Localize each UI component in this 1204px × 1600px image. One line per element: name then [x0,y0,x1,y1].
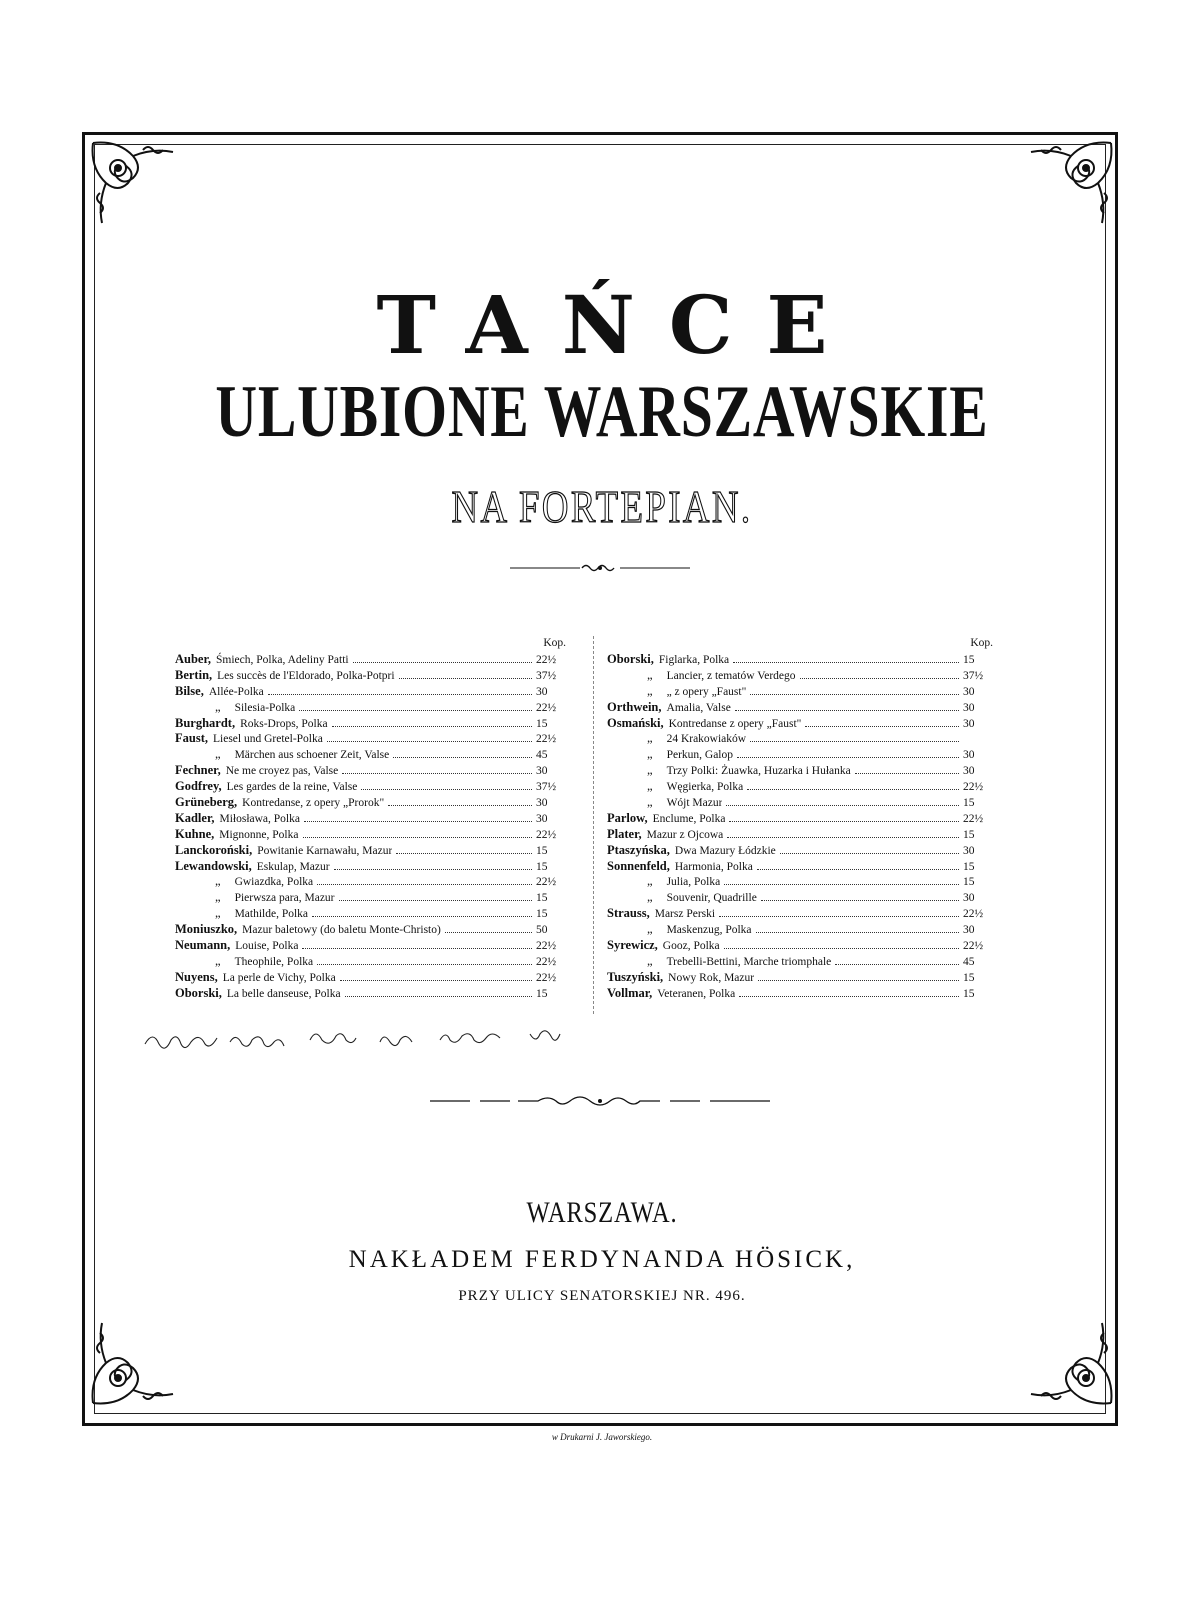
entry-composer: Ptaszyńska, [607,842,670,857]
entry-title: Harmonia, Polka [674,860,753,873]
catalog-entry [607,986,997,1002]
leader-dots [805,726,959,727]
leader-dots [340,980,532,981]
entry-title: Roks-Drops, Polka [240,717,328,730]
entry-composer: „ [647,953,653,968]
leader-dots [445,932,532,933]
leader-dots [780,853,959,854]
entry-composer: „ [647,763,653,778]
entry-title: Wójt Mazur [666,797,723,810]
entry-composer: „ [647,731,653,746]
leader-dots [302,948,532,949]
entry-price: 30 [963,685,975,698]
entry-composer: Parlow, [607,810,648,825]
entry-price: 22½ [536,876,557,889]
catalog-entry [175,811,570,827]
entry-text [175,700,295,717]
leader-dots [747,789,959,790]
entry-title: Theophile, Polka [234,955,314,968]
entry-title: Amalia, Valse [666,701,731,714]
entry-price: 30 [963,749,975,762]
entry-composer: Osmański, [607,715,664,730]
entry-composer: Strauss, [607,906,650,921]
entry-title: Mazur z Ojcowa [646,828,724,841]
corner-ornament-icon [88,138,178,228]
entry-title: Trzy Polki: Żuawka, Huzarka i Hułanka [666,765,851,778]
entry-price: 15 [963,876,975,889]
leader-dots [303,837,533,838]
leader-dots [334,869,532,870]
entry-composer: „ [215,874,221,889]
leader-dots [729,821,959,822]
entry-text [175,779,357,796]
leader-dots [268,694,532,695]
leader-dots [399,678,532,679]
catalog-entry [175,827,570,843]
entry-text [175,747,389,764]
leader-dots [733,662,959,663]
catalog-entry [175,684,570,700]
entry-price: 15 [963,828,975,841]
entry-composer: „ [647,890,653,905]
entry-text [175,811,300,828]
entry-composer: „ [215,747,221,762]
entry-text [175,731,323,748]
leader-dots [342,773,532,774]
catalog-entry [607,684,997,700]
catalog-entry [175,986,570,1002]
catalog-entry [607,922,997,938]
entry-text [607,890,757,907]
entry-price: 15 [963,971,975,984]
entry-title: Kontredanse z opery „Faust" [668,717,802,730]
catalog-entry [175,700,570,716]
entry-title: Ne me croyez pas, Valse [225,765,339,778]
entry-text [607,811,725,828]
entry-composer: Neumann, [175,938,231,953]
leader-dots [724,948,959,949]
entry-composer: „ [647,779,653,794]
catalog-entry [175,747,570,763]
entry-composer: Auber, [175,652,212,666]
entry-composer: Kuhne, [175,826,215,841]
leader-dots [761,900,959,901]
catalog-entry [175,652,570,668]
entry-price: 30 [536,812,548,825]
leader-dots [800,678,959,679]
entry-composer: Tuszyński, [607,969,664,984]
imprint-publisher: NAKŁADEM FERDYNANDA HÖSICK, [348,1246,856,1273]
entry-composer: Grüneberg, [175,795,238,810]
entry-title: Eskulap, Mazur [256,860,330,873]
entry-title: Lancier, z tematów Verdego [666,669,796,682]
handwritten-note [140,1024,590,1054]
entry-title: Liesel und Gretel-Polka [213,733,323,746]
entry-price: 15 [536,987,548,1000]
entry-price: 22½ [536,733,557,746]
entry-text [607,652,729,669]
catalog-entry [175,716,570,732]
catalog-entry [607,747,997,763]
entry-price: 30 [963,717,975,730]
leader-dots [724,884,959,885]
entry-price: 15 [963,860,975,873]
entry-text [175,874,313,891]
catalog-entry [607,795,997,811]
entry-text [607,779,743,796]
catalog-left-column [175,636,570,1002]
entry-text [607,906,715,923]
entry-title: Mazur baletowy (do baletu Monte-Christo) [242,924,441,937]
entry-title: 24 Krakowiaków [666,733,747,746]
catalog-entry [607,700,997,716]
entry-composer: Bilse, [175,683,204,698]
corner-ornament-icon [1026,1318,1116,1408]
catalog-entry [175,859,570,875]
entry-text [607,970,754,987]
entry-text [607,922,752,939]
printer-credit: w Drukarni J. Jaworskiego. [551,1432,653,1442]
entry-price: 15 [536,908,548,921]
instrument-line: NA FORTEPIAN. [451,481,753,532]
catalog-entry [175,874,570,890]
leader-dots [758,980,959,981]
entry-text [607,668,796,685]
entry-text [175,970,336,987]
entry-composer: Plater, [607,826,642,841]
entry-price: 30 [536,765,548,778]
leader-dots [855,773,959,774]
entry-composer: „ [647,922,653,937]
entry-composer: Lewandowski, [175,858,252,873]
catalog-entry [607,890,997,906]
catalog-entry [175,795,570,811]
column-separator [593,636,595,1014]
entry-composer: „ [647,747,653,762]
entry-composer: Nuyens, [175,969,218,984]
entry-text [607,859,753,876]
entry-title: La belle danseuse, Polka [226,987,341,1000]
entry-title: Powitanie Karnawału, Mazur [257,844,393,857]
catalog-entry [607,779,997,795]
entry-text [607,938,720,955]
entry-text [607,843,776,860]
catalog-entry [607,652,997,668]
catalog-entry [175,922,570,938]
entry-title: Śmiech, Polka, Adeliny Patti [216,654,349,666]
entry-price: 22½ [963,908,984,921]
leader-dots [739,996,959,997]
entry-composer: „ [647,795,653,810]
catalog-entry [607,811,997,827]
entry-text [175,652,349,669]
catalog-entry [607,938,997,954]
entry-composer: Lanckoroński, [175,842,253,857]
entry-title: Gooz, Polka [662,940,720,953]
leader-dots [756,932,959,933]
catalog-entry [607,874,997,890]
entry-composer: Vollmar, [607,985,653,1000]
flourish-ornament-icon [430,1090,770,1112]
entry-price: 37½ [963,669,984,682]
entry-text [607,716,801,733]
entry-price: 22½ [536,940,557,953]
leader-dots [361,789,532,790]
entry-price: 30 [963,924,975,937]
entry-text [175,843,392,860]
leader-dots [750,694,959,695]
leader-dots [299,710,532,711]
entry-price: 22½ [963,940,984,953]
catalog-entry [175,890,570,906]
entry-text [607,763,851,780]
entry-price: 45 [536,749,548,762]
entry-title: Mathilde, Polka [234,908,309,921]
leader-dots [345,996,532,997]
entry-text [175,668,395,685]
entry-composer: „ [215,906,221,921]
leader-dots [750,741,959,742]
entry-text [607,747,733,764]
entry-title: Marsz Perski [654,908,716,921]
entry-price: 50 [536,924,548,937]
entry-composer: Bertin, [175,667,213,682]
entry-title: Märchen aus schoener Zeit, Valse [234,749,390,762]
entry-title: Dwa Mazury Łódzkie [674,844,776,857]
entry-price: 22½ [536,828,557,841]
catalog-entry [607,716,997,732]
entry-text [175,716,328,733]
entry-composer: „ [215,699,221,714]
entry-composer: Moniuszko, [175,922,238,937]
leader-dots [312,916,532,917]
entry-price: 30 [963,701,975,714]
divider-ornament-icon [510,562,690,574]
entry-title: Allée-Polka [208,685,264,698]
entry-title: Maskenzug, Polka [666,924,752,937]
entry-text [607,795,722,812]
catalog-entry [175,668,570,684]
entry-title: Figlarka, Polka [658,654,730,666]
entry-text [175,938,298,955]
entry-text [175,859,330,876]
entry-composer: Fechner, [175,763,221,778]
catalog-entry [175,970,570,986]
catalog-entry [607,731,997,747]
entry-composer: Oborski, [175,985,222,1000]
entry-title: Mignonne, Polka [219,828,299,841]
leader-dots [396,853,532,854]
corner-ornament-icon [1026,138,1116,228]
entry-price: 15 [536,844,548,857]
entry-title: Miłosława, Polka [219,812,300,825]
entry-price: 15 [963,987,975,1000]
imprint-city: WARSZAWA. [526,1196,678,1229]
leader-dots [719,916,959,917]
entry-price: 30 [963,892,975,905]
entry-text [607,731,746,748]
entry-text [175,922,441,939]
entry-title: Pierwsza para, Mazur [234,892,335,905]
leader-dots [757,869,959,870]
entry-text [175,684,264,701]
catalog-entry [175,779,570,795]
entry-title: Louise, Polka [235,940,299,953]
leader-dots [737,757,959,758]
entry-price: 22½ [536,701,557,714]
entry-text [607,827,723,844]
subtitle: ULUBIONE WARSZAWSKIE [215,371,989,453]
catalog-entry [175,843,570,859]
entry-price: 37½ [536,669,557,682]
entry-text [175,906,308,923]
imprint-address: PRZY ULICY SENATORSKIEJ NR. 496. [458,1288,746,1304]
entry-price: 30 [963,844,975,857]
entry-composer: Faust, [175,731,208,746]
catalog-entry [175,906,570,922]
entry-title: Julia, Polka [666,876,721,889]
entry-title: Gwiazdka, Polka [234,876,314,889]
entry-text [175,954,313,971]
leader-dots [388,805,532,806]
entry-composer: Syrewicz, [607,938,658,953]
entry-text [607,954,831,971]
entry-composer: Kadler, [175,810,215,825]
entry-text [607,986,735,1003]
entry-price: 30 [536,797,548,810]
leader-dots [835,964,959,965]
leader-dots [726,805,959,806]
entry-price: 15 [536,892,548,905]
catalog-entry [175,938,570,954]
entry-text [175,795,384,812]
leader-dots [317,964,532,965]
entry-composer: „ [647,683,653,698]
entry-composer: Godfrey, [175,779,222,794]
leader-dots [393,757,532,758]
entry-composer: „ [647,667,653,682]
entry-title: Trebelli-Bettini, Marche triomphale [666,955,832,968]
entry-price: 22½ [536,955,557,968]
entry-composer: „ [647,874,653,889]
entry-text [175,763,338,780]
leader-dots [353,662,532,663]
entry-title: La perle de Vichy, Polka [222,971,336,984]
catalog-entry [607,954,997,970]
entry-title: „ z opery „Faust" [666,685,747,698]
catalog-entry [607,970,997,986]
leader-dots [727,837,959,838]
entry-title: Les gardes de la reine, Valse [226,781,358,794]
catalog-entry [607,763,997,779]
price-header: Kop. [543,637,566,649]
entry-price: 37½ [536,781,557,794]
catalog-entry [607,843,997,859]
entry-price: 22½ [963,812,984,825]
entry-price: 22½ [963,781,984,794]
entry-composer: Oborski, [607,652,654,666]
leader-dots [304,821,532,822]
entry-title: Souvenir, Quadrille [666,892,757,905]
entry-title: Enclume, Polka [652,812,726,825]
leader-dots [317,884,532,885]
entry-title: Perkun, Galop [666,749,733,762]
entry-price: 15 [963,654,975,666]
entry-price: 22½ [536,654,557,666]
leader-dots [327,741,532,742]
entry-composer: Orthwein, [607,699,662,714]
catalog-entry [607,668,997,684]
price-header: Kop. [970,637,993,649]
entry-title: Kontredanse, z opery „Prorok" [242,797,385,810]
corner-ornament-icon [88,1318,178,1408]
catalog-entry [607,859,997,875]
entry-price: 15 [963,797,975,810]
catalog-entry [175,954,570,970]
entry-price: 30 [536,685,548,698]
entry-price: 15 [536,860,548,873]
catalog-right-column [607,636,997,1002]
entry-composer: Sonnenfeld, [607,858,670,873]
catalog-entry [175,731,570,747]
entry-title: Les succès de l'Eldorado, Polka-Potpri [217,669,395,682]
entry-title: Veteranen, Polka [657,987,736,1000]
entry-title: Węgierka, Polka [666,781,744,794]
entry-composer: „ [215,890,221,905]
entry-text [175,827,299,844]
leader-dots [339,900,532,901]
entry-price: 45 [963,955,975,968]
entry-text [175,986,341,1003]
catalog-entry [607,906,997,922]
catalog-entry [175,763,570,779]
entry-text [607,700,731,717]
entry-title: Silesia-Polka [234,701,296,714]
entry-price: 22½ [536,971,557,984]
entry-text [175,890,335,907]
leader-dots [332,726,532,727]
entry-text [607,684,746,701]
catalog-entry [607,827,997,843]
entry-price: 30 [963,765,975,778]
main-title: TAŃCE [376,278,862,372]
entry-price: 15 [536,717,548,730]
entry-text [607,874,720,891]
entry-composer: Burghardt, [175,715,236,730]
entry-composer: „ [215,953,221,968]
leader-dots [735,710,959,711]
entry-title: Nowy Rok, Mazur [668,971,755,984]
